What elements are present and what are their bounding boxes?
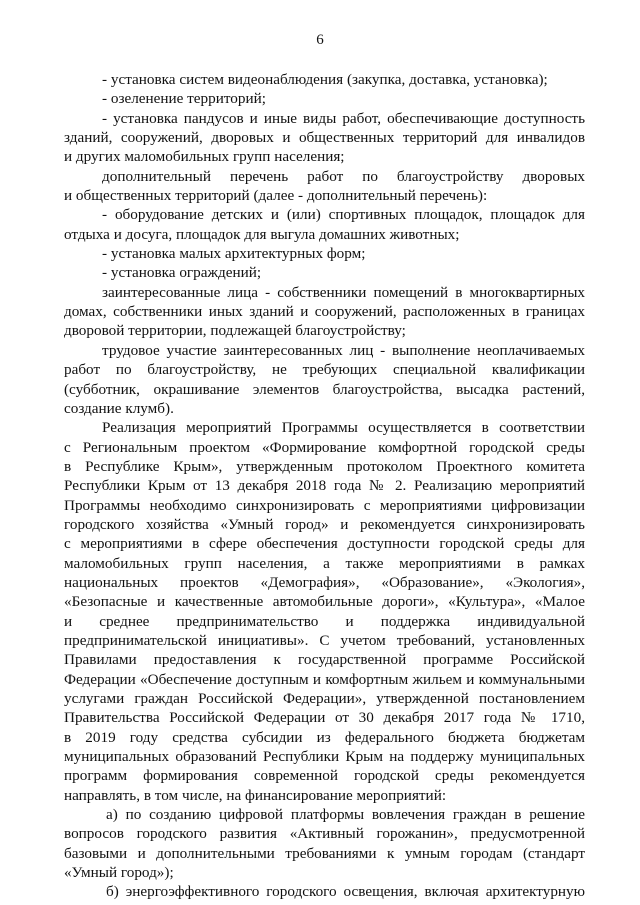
text-line: вопросов городского развития «Активный горожанин», предусмотренной xyxy=(64,825,585,843)
text-line: трудовое участие заинтересованных лиц - выполнение неоплачиваемых xyxy=(102,341,585,359)
text-line: «Безопасные и качественные автомобильные дороги», «Культура», «Малое xyxy=(64,593,585,611)
text-line: программ формирования современной городской среды рекомендуется xyxy=(64,767,585,785)
text-line: Федерации «Обеспечение доступным и комфортным жильем и коммунальными xyxy=(64,670,585,688)
text-line: городского хозяйства «Умный город» и рекомендуется синхронизировать xyxy=(64,515,585,533)
text-line: а) по созданию цифровой платформы вовлечения граждан в решение xyxy=(106,806,585,824)
document-body xyxy=(64,70,585,902)
text-line: и других маломобильных групп населения; xyxy=(64,148,345,166)
text-line: - установка малых архитектурных форм; xyxy=(102,245,366,263)
text-line: и общественных территорий (далее - дополнительный перечень): xyxy=(64,187,488,205)
text-line: (субботник, окрашивание элементов благоустройства, высадка растений, xyxy=(64,380,585,398)
text-line: б) энергоэффективного городского освещения, включая архитектурную xyxy=(106,883,585,901)
text-line: работ по благоустройству, не требующих специальной квалификации xyxy=(64,361,585,379)
text-line: услугами граждан Российской Федерации», утвержденной постановлением xyxy=(64,690,585,707)
text-line: заинтересованные лица - собственники помещений в многоквартирных xyxy=(102,283,585,301)
text-line: дворовой территории, подлежащей благоустройству; xyxy=(64,322,406,340)
text-line: базовыми и дополнительными требованиями к умным городам (стандарт xyxy=(64,844,585,862)
text-line: домах, собственники иных зданий и сооружений, расположенных в границах xyxy=(64,303,585,321)
page-number: 6 xyxy=(316,32,324,48)
text-line: Правилами предоставления к государственной программе Российской xyxy=(64,651,585,669)
text-line: с Региональным проектом «Формирование комфортной городской среды xyxy=(64,438,585,456)
text-line: Реализация мероприятий Программы осуществляется в соответствии xyxy=(102,419,585,437)
text-line: маломобильных групп населения, а также мероприятиями в рамках xyxy=(64,554,585,572)
text-line: - установка систем видеонаблюдения (закупка, доставка, установка); xyxy=(102,71,548,88)
text-line: Программы необходимо синхронизировать с мероприятиями цифровизации xyxy=(64,496,585,514)
text-line: с мероприятиями в сфере обеспечения доступности городской среды для xyxy=(64,535,585,553)
text-line: направлять, в том числе, на финансирование мероприятий: xyxy=(64,786,447,804)
text-line: - установка пандусов и иные виды работ, обеспечивающие доступность xyxy=(102,109,585,127)
text-line: - установка ограждений; xyxy=(102,264,262,282)
text-line: предпринимательской инициативы». С учетом требований, установленных xyxy=(64,631,585,649)
text-line: дополнительный перечень работ по благоустройству дворовых xyxy=(102,167,585,185)
text-line: и среднее предпринимательство и поддержка индивидуальной xyxy=(64,612,585,630)
text-line: создание клумб). xyxy=(64,399,174,417)
text-line: муниципальных образований Республики Крым на поддержу муниципальных xyxy=(64,748,585,766)
text-line: «Умный город»); xyxy=(64,864,174,882)
text-line: - озеленение территорий; xyxy=(102,90,266,108)
text-line: в 2019 году средства субсидии из федерального бюджета бюджетам xyxy=(64,728,585,746)
text-line: национальных проектов «Демография», «Образование», «Экология», xyxy=(64,573,585,591)
text-line: зданий, сооружений, дворовых и общественных территорий для инвалидов xyxy=(64,129,585,147)
text-line: - оборудование детских и (или) спортивных площадок, площадок для xyxy=(102,206,585,224)
text-line: Республики Крым от 13 декабря 2018 года № 2. Реализацию мероприятий xyxy=(64,477,585,495)
text-line: отдыха и досуга, площадок для выгула домашних животных; xyxy=(64,225,460,243)
text-line: Правительства Российской Федерации от 30 декабря 2017 года № 1710, xyxy=(64,709,585,727)
text-line: в Республике Крым», утвержденным протоколом Проектного комитета xyxy=(64,457,585,475)
